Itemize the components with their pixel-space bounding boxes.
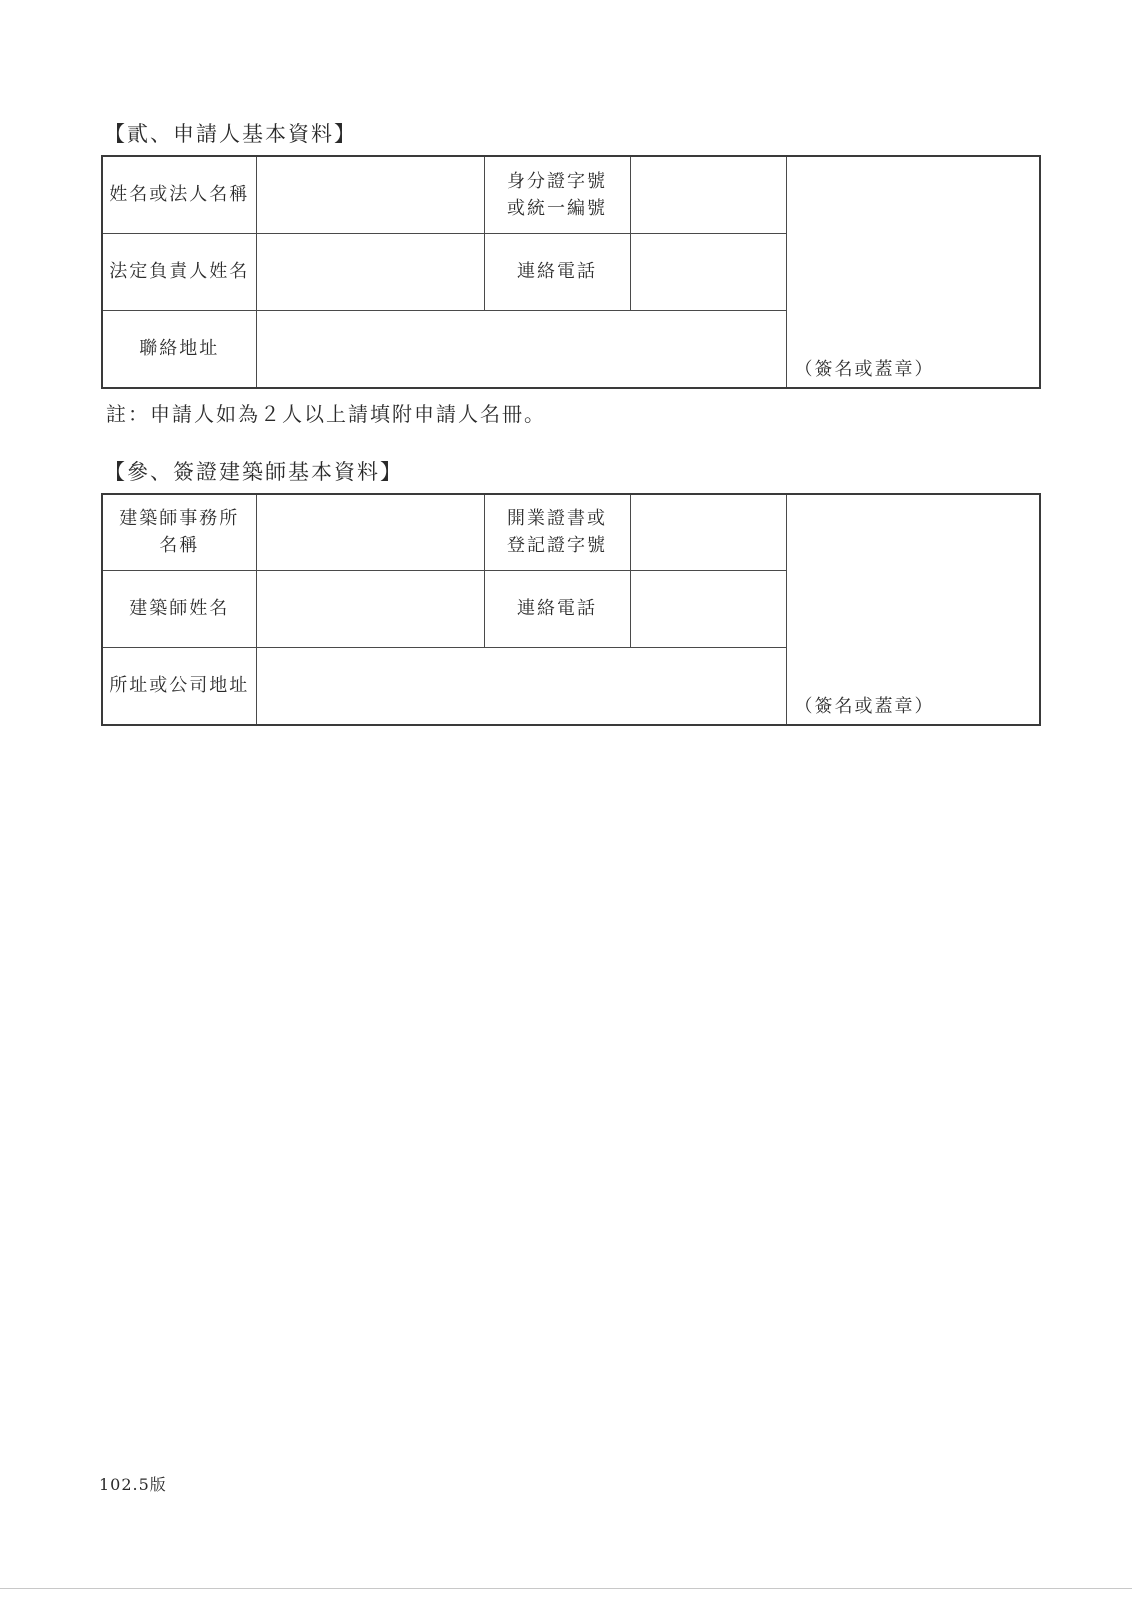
applicant-note: 註：申請人如為２人以上請填附申請人名冊。 [106,402,546,426]
applicant-signature-box[interactable] [786,156,1040,388]
field-legal-representative[interactable] [256,233,484,310]
label-applicant-name: 姓名或法人名稱 [102,156,256,233]
label-license-number-line2: 登記證字號 [507,535,607,557]
label-firm-name-line2: 名稱 [159,535,200,557]
label-contact-phone: 連絡電話 [484,233,630,310]
architect-signature-label: （簽名或蓋章） [794,696,935,717]
field-applicant-name[interactable] [256,156,484,233]
applicant-info-table [101,155,1041,389]
field-id-number[interactable] [630,156,786,233]
architect-info-table [101,493,1041,726]
field-contact-address[interactable] [256,310,786,388]
label-license-number-line1: 開業證書或 [507,508,607,530]
architect-signature-box[interactable] [786,494,1040,725]
label-firm-address: 所址或公司地址 [102,647,256,725]
label-architect-name: 建築師姓名 [102,570,256,647]
version-label: 102.5版 [99,1475,167,1494]
page-bottom-edge [0,1588,1132,1589]
field-contact-phone[interactable] [630,233,786,310]
field-architect-name[interactable] [256,570,484,647]
label-legal-representative: 法定負責人姓名 [102,233,256,310]
label-id-number-line1: 身分證字號 [507,170,607,192]
label-id-number-line2: 或統一編號 [507,197,607,219]
applicant-signature-label: （簽名或蓋章） [794,359,935,380]
field-architect-phone[interactable] [630,570,786,647]
section2-title: 【貳、申請人基本資料】 [104,122,357,146]
label-id-number [484,156,630,233]
label-license-number [484,494,630,570]
label-firm-name-line1: 建築師事務所 [119,508,240,530]
field-firm-name[interactable] [256,494,484,570]
field-firm-address[interactable] [256,647,786,725]
field-license-number[interactable] [630,494,786,570]
label-architect-phone: 連絡電話 [484,570,630,647]
label-firm-name [102,494,256,570]
section3-title: 【參、簽證建築師基本資料】 [104,460,403,484]
label-contact-address: 聯絡地址 [102,310,256,388]
